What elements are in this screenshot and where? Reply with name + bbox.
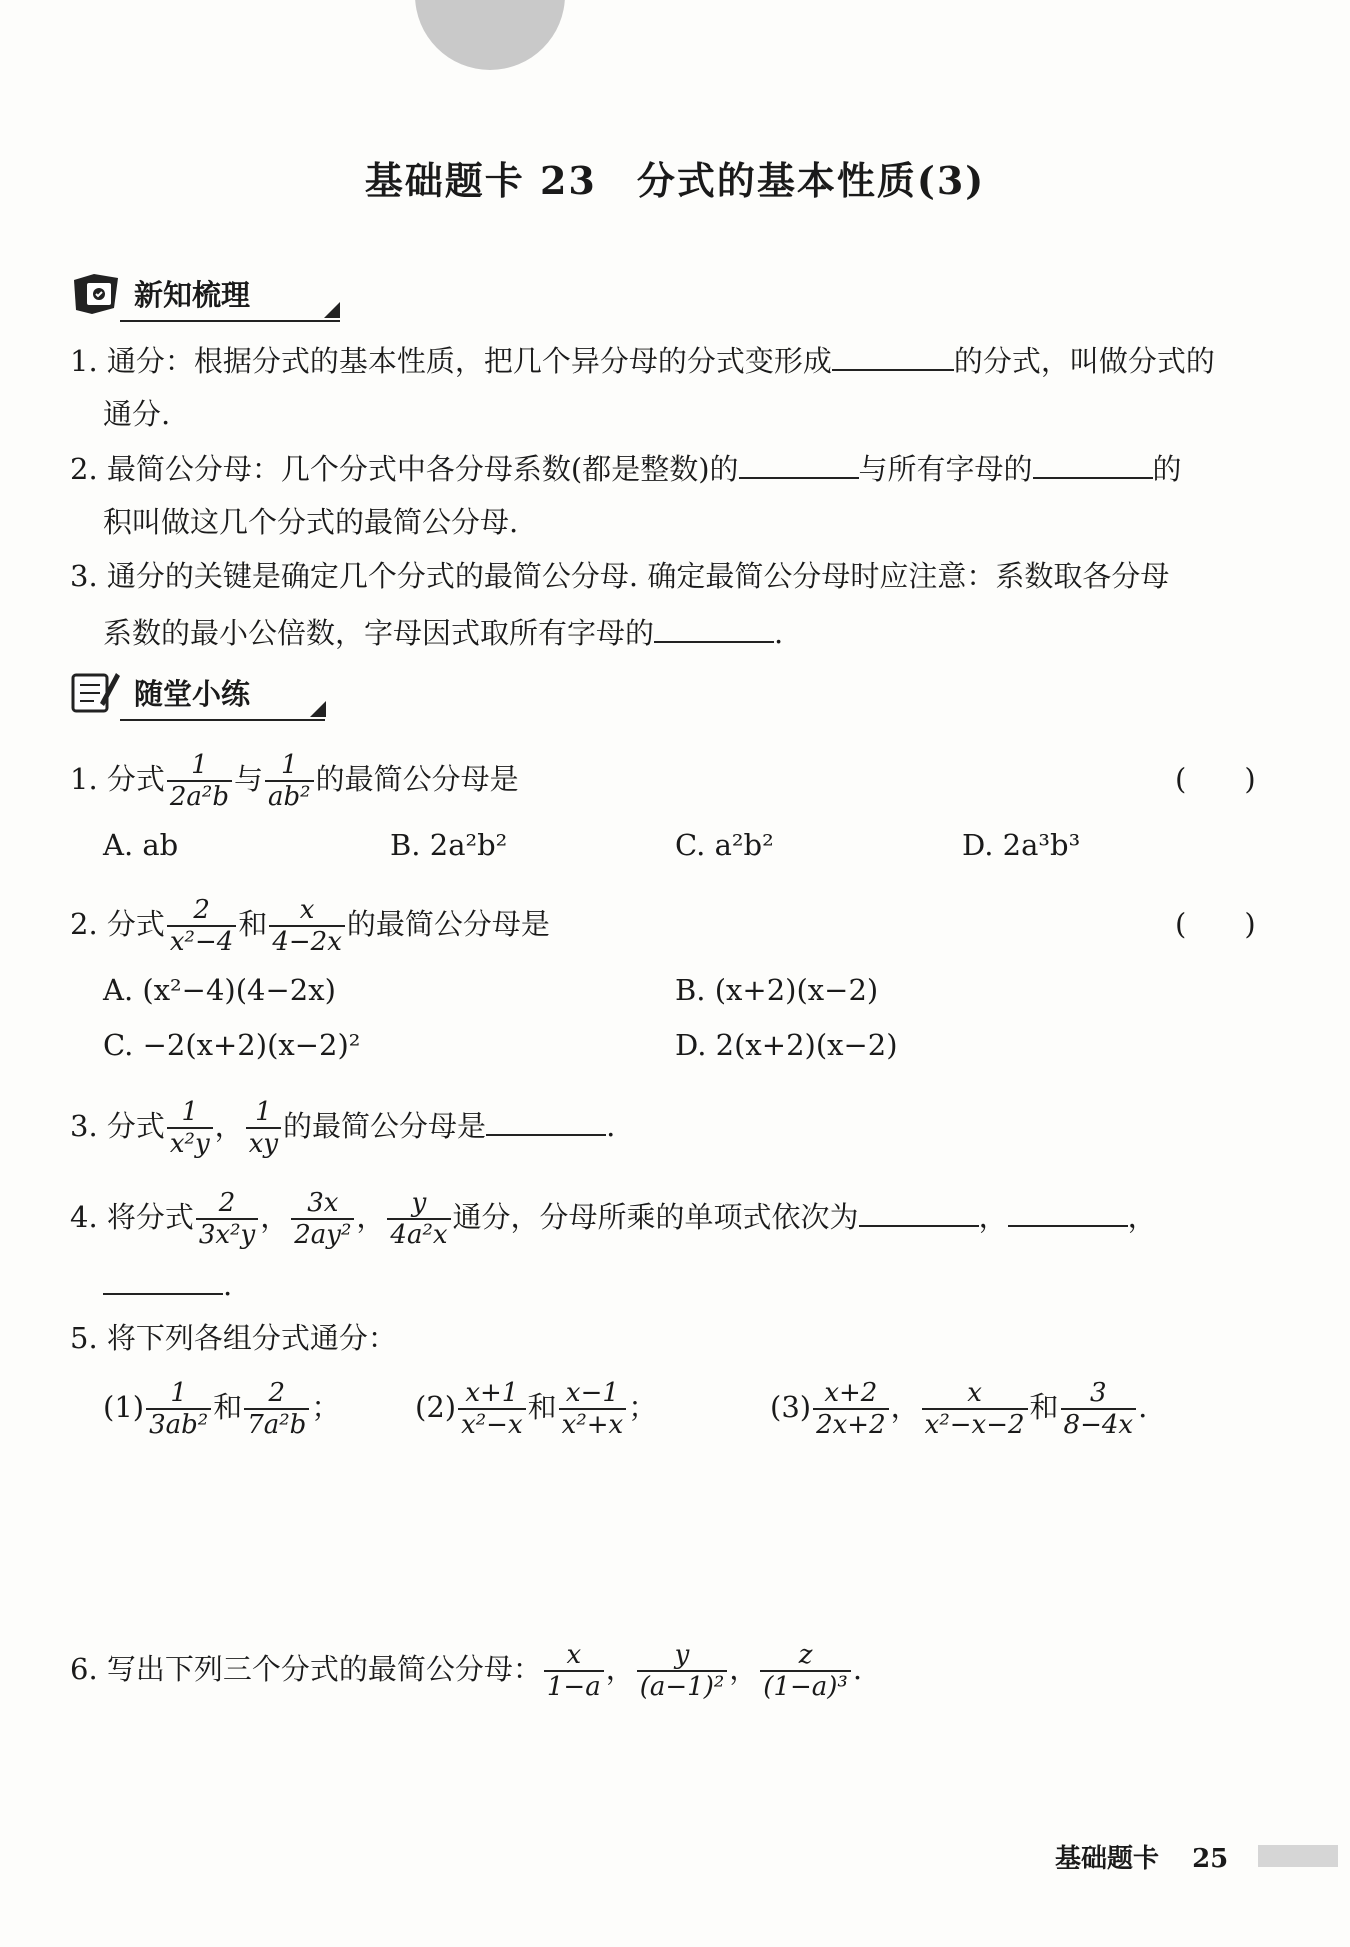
fraction: $\frac{x+1}{\text{x²−x}}$ bbox=[458, 1378, 526, 1440]
section-triangle bbox=[324, 302, 340, 318]
question-6: 6. 写出下列三个分式的最简公分母： $\frac{x}{1-a}$ ， $\frac{y}{\text{(a−1)²}}$ ， $\frac{z}{\text{(1−a)³}}$ . bbox=[70, 1640, 863, 1702]
fraction: $\frac{x}{\text{x²−x−2}}$ bbox=[922, 1378, 1028, 1440]
question-4: 4. 将分式 $\frac{2}{\text{3x²y}}$ ， $\frac{3x}{\text{2ay²}}$ ， $\frac{y}{\text{4a²x}}$ 通分，分母所乘的单项式依次为 ， ， bbox=[70, 1188, 1157, 1250]
answer-blank[interactable] bbox=[486, 1104, 606, 1136]
fraction: $\frac{y}{\text{(a−1)²}}$ bbox=[637, 1640, 728, 1702]
fraction: $\frac{x}{4-2x}$ bbox=[269, 895, 345, 957]
option-b[interactable]: B. (x+2)(x−2) bbox=[675, 973, 879, 1007]
fraction: $\frac{1}{xy}$ bbox=[246, 1097, 281, 1159]
fraction: $\frac{y}{\text{4a²x}}$ bbox=[387, 1188, 450, 1250]
option-b[interactable]: B. 2a²b² bbox=[390, 828, 508, 862]
answer-parentheses[interactable]: ( ) bbox=[1175, 907, 1256, 941]
option-d[interactable]: D. 2(x+2)(x−2) bbox=[675, 1028, 898, 1062]
answer-blank[interactable] bbox=[739, 447, 859, 479]
question-4-cont: . bbox=[103, 1263, 232, 1305]
fraction: $\frac{x}{1-a}$ bbox=[544, 1640, 604, 1702]
knowledge-item-2-cont: 积叫做这几个分式的最简公分母. bbox=[103, 505, 519, 539]
question-5-group-1: (1) $\frac{1}{\text{3ab²}}$ 和 $\frac{2}{\text{7a²b}}$ ； bbox=[103, 1378, 341, 1440]
fraction: $\frac{1}{\text{ab²}}$ bbox=[265, 750, 314, 812]
knowledge-item-3: 3. 通分的关键是确定几个分式的最简公分母. 确定最简公分母时应注意：系数取各分母 bbox=[70, 559, 1170, 593]
option-a[interactable]: A. ab bbox=[103, 828, 179, 862]
answer-blank[interactable] bbox=[859, 1195, 979, 1227]
section-label: 新知梳理 bbox=[134, 277, 251, 312]
fraction: $\frac{2}{\text{7a²b}}$ bbox=[244, 1378, 309, 1440]
footer-label: 基础题卡 bbox=[1055, 1844, 1160, 1874]
option-c[interactable]: C. a²b² bbox=[675, 828, 774, 862]
fraction: $\frac{2}{\text{3x²y}}$ bbox=[196, 1188, 258, 1250]
answer-parentheses[interactable]: ( ) bbox=[1175, 762, 1256, 796]
section-underline bbox=[120, 719, 325, 721]
page-title: 基础题卡 23 分式的基本性质(3) bbox=[364, 158, 986, 203]
fraction: $\frac{1}{\text{3ab²}}$ bbox=[146, 1378, 211, 1440]
knowledge-item-1: 1. 通分：根据分式的基本性质，把几个异分母的分式变形成 的分式，叫做分式的 bbox=[70, 339, 1215, 381]
option-d[interactable]: D. 2a³b³ bbox=[962, 828, 1081, 862]
fraction: $\frac{x+2}{2x+2}$ bbox=[813, 1378, 889, 1440]
fraction: $\frac{3}{8-4x}$ bbox=[1061, 1378, 1137, 1440]
notebook-pen-icon bbox=[70, 669, 122, 715]
question-2: 2. 分式 $\frac{2}{\text{x²−4}}$ 和 $\frac{x}{4-2x}$ 的最简公分母是 bbox=[70, 895, 550, 957]
section-header-practice bbox=[70, 667, 330, 717]
answer-blank[interactable] bbox=[1033, 447, 1153, 479]
fraction: $\frac{1}{\text{x²y}}$ bbox=[167, 1097, 213, 1159]
book-icon bbox=[70, 270, 122, 316]
question-5: 5. 将下列各组分式通分： bbox=[70, 1321, 397, 1355]
question-5-group-3: (3) $\frac{x+2}{2x+2}$ ， $\frac{x}{\text{x²−x−2}}$ 和 $\frac{3}{8-4x}$ . bbox=[770, 1378, 1148, 1440]
answer-blank[interactable] bbox=[654, 611, 774, 643]
answer-blank[interactable] bbox=[103, 1263, 223, 1295]
knowledge-item-1-cont: 通分. bbox=[103, 397, 171, 431]
knowledge-item-3-cont: 系数的最小公倍数，字母因式取所有字母的 . bbox=[103, 611, 783, 653]
section-underline bbox=[120, 320, 340, 322]
fraction: $\frac{x-1}{\text{x²+x}}$ bbox=[559, 1378, 627, 1440]
fraction: $\frac{z}{\text{(1−a)³}}$ bbox=[760, 1640, 851, 1702]
answer-blank[interactable] bbox=[832, 339, 954, 371]
option-a[interactable]: A. (x²−4)(4−2x) bbox=[103, 973, 336, 1007]
question-5-group-2: (2) $\frac{x+1}{\text{x²−x}}$ 和 $\frac{x-1}{\text{x²+x}}$ ； bbox=[415, 1378, 658, 1440]
option-c[interactable]: C. −2(x+2)(x−2)² bbox=[103, 1028, 361, 1062]
section-triangle bbox=[310, 701, 326, 717]
knowledge-item-2: 2. 最简公分母：几个分式中各分母系数(都是整数)的 与所有字母的 的 bbox=[70, 447, 1182, 489]
section-label: 随堂小练 bbox=[134, 676, 251, 711]
section-header-new-knowledge bbox=[70, 268, 340, 318]
fraction: $\frac{2}{\text{x²−4}}$ bbox=[167, 895, 236, 957]
footer-bar bbox=[1258, 1845, 1338, 1867]
page-number: 25 bbox=[1192, 1844, 1229, 1874]
question-1: 1. 分式 $\frac{1}{\text{2a²b}}$ 与 $\frac{1}{\text{ab²}}$ 的最简公分母是 bbox=[70, 750, 519, 812]
answer-blank[interactable] bbox=[1008, 1195, 1128, 1227]
fraction: $\frac{1}{\text{2a²b}}$ bbox=[167, 750, 232, 812]
page-footer bbox=[1055, 1838, 1228, 1875]
question-3: 3. 分式 $\frac{1}{\text{x²y}}$ ， $\frac{1}{xy}$ 的最简公分母是 . bbox=[70, 1097, 616, 1159]
decorative-circle bbox=[415, 0, 565, 70]
fraction: $\frac{3x}{\text{2ay²}}$ bbox=[291, 1188, 354, 1250]
